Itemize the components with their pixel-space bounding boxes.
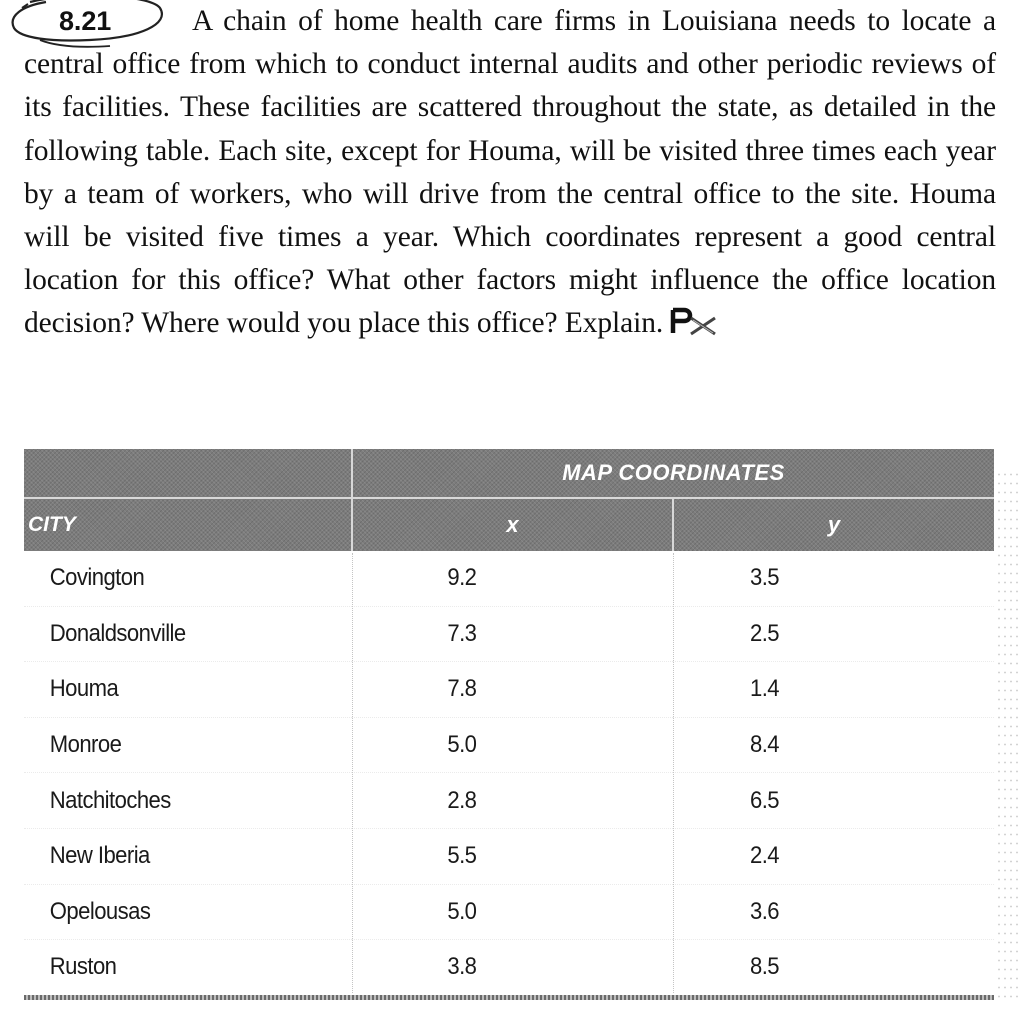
city-cell: New Iberia — [49, 842, 150, 870]
y-cell: 2.5 — [749, 619, 780, 647]
table-row — [24, 884, 994, 940]
x-cell: 5.0 — [447, 897, 477, 925]
city-cell: Ruston — [49, 953, 117, 981]
y-cell: 8.4 — [749, 731, 780, 759]
y-cell: 3.6 — [749, 897, 780, 925]
y-cell: 1.4 — [749, 675, 780, 703]
problem-statement — [24, 0, 996, 346]
coordinates-table-container — [24, 449, 994, 996]
table-row — [24, 940, 994, 996]
x-cell: 9.2 — [447, 564, 477, 592]
table-row — [24, 662, 994, 718]
px-icon — [669, 306, 721, 336]
x-cell: 5.5 — [447, 842, 477, 870]
problem-number-badge — [24, 0, 192, 36]
coordinates-table — [24, 449, 994, 996]
table-row — [24, 717, 994, 773]
column-divider — [673, 553, 674, 993]
scan-edge-noise — [996, 470, 1022, 1000]
city-cell: Monroe — [49, 731, 122, 759]
table-row — [24, 828, 994, 884]
y-cell: 2.4 — [749, 842, 780, 870]
x-column-header: x — [352, 498, 673, 551]
header-spacer — [24, 449, 352, 498]
x-cell: 7.8 — [447, 675, 477, 703]
map-coordinates-header: MAP COORDINATES — [352, 449, 994, 498]
table-row — [24, 773, 994, 829]
city-cell: Houma — [49, 675, 119, 703]
city-cell: Natchitoches — [49, 786, 171, 814]
y-cell: 8.5 — [749, 953, 780, 981]
table-row — [24, 551, 994, 606]
city-cell: Opelousas — [49, 897, 151, 925]
y-cell: 3.5 — [749, 564, 780, 592]
problem-number: 8.21 — [59, 6, 112, 36]
x-cell: 5.0 — [447, 731, 477, 759]
table-bottom-rule — [24, 995, 994, 1000]
x-cell: 3.8 — [447, 953, 477, 981]
y-column-header: y — [673, 498, 994, 551]
x-cell: 7.3 — [447, 619, 477, 647]
city-column-header: CITY — [24, 498, 352, 551]
y-cell: 6.5 — [749, 786, 780, 814]
column-divider — [352, 553, 353, 993]
city-cell: Covington — [49, 564, 145, 592]
table-row — [24, 606, 994, 662]
city-cell: Donaldsonville — [49, 619, 186, 647]
problem-text: A chain of home health care firms in Louisiana needs to locate a central office from which to conduct internal audits and other periodic reviews of its facilities. These facilities are scattered throughout the state, as detailed in the following table. Each site, except for Houma, will be visited three times each year by a team of workers, who will drive from the central office to the site. Houma will be visited five times a year. Which coordinates represent a good central location for this office? What other factors might influence the office location decision? Where would you place this office? Explain. — [24, 5, 996, 340]
x-cell: 2.8 — [447, 786, 477, 814]
